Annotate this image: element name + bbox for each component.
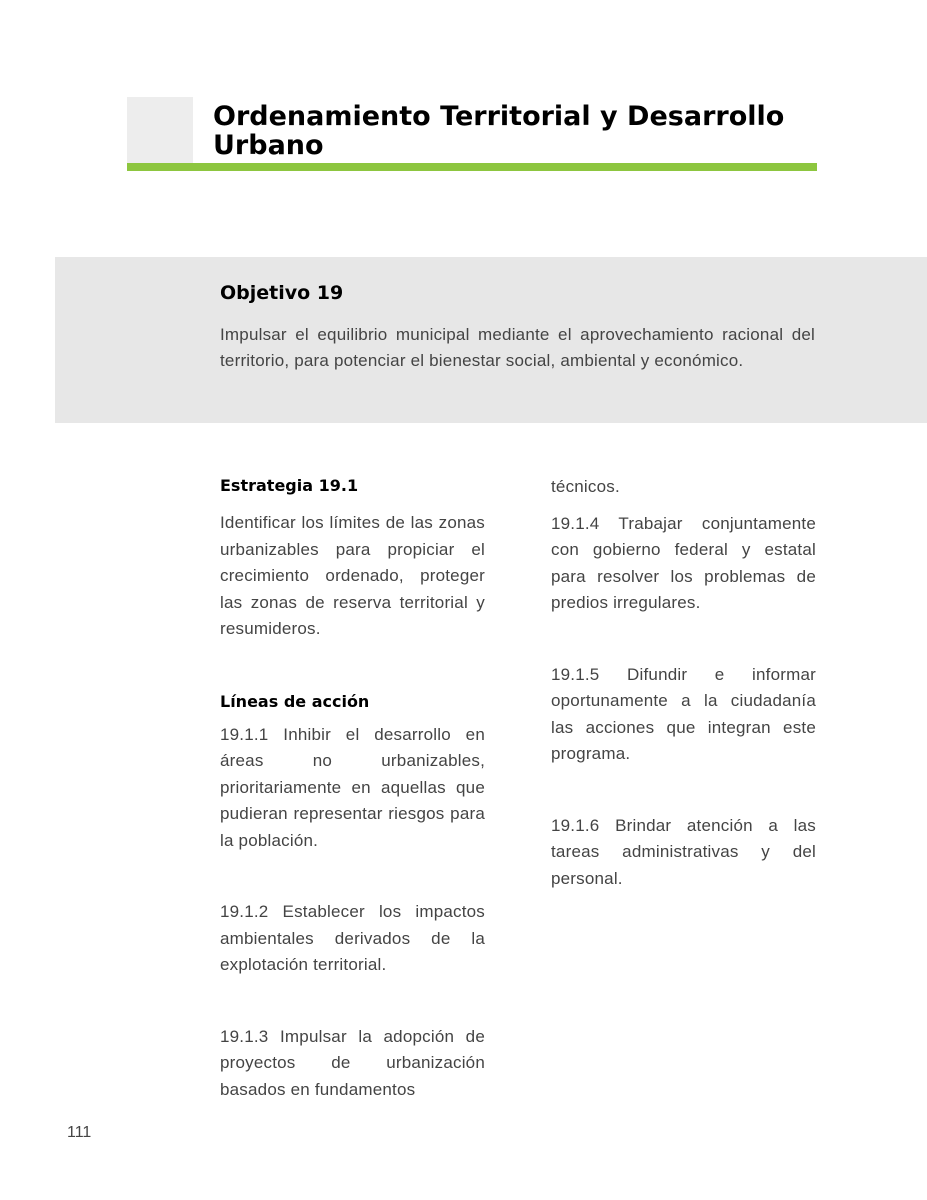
action-lines-title: Líneas de acción — [220, 691, 370, 711]
page-number: 111 — [67, 1124, 92, 1141]
right-column — [551, 474, 816, 892]
action-line-19-1-3: 19.1.3 Impulsar la adopción de proyectos de urbanización basados en fundamentos — [220, 1026, 485, 1099]
objective-text: Impulsar el equilibrio municipal mediante el aprovechamiento racional del territorio, para potenciar el bienestar social, ambiental y económico. — [220, 325, 815, 370]
action-line-19-1-2: 19.1.2 Establecer los impactos ambientales derivados de la explotación territorial. — [220, 902, 485, 974]
page-title: Ordenamiento Territorial y Desarrollo Urbano — [213, 101, 785, 161]
action-line-19-1-6: 19.1.6 Brindar atención a las tareas administrativas y del personal. — [551, 815, 816, 888]
objective-title: Objetivo 19 — [220, 282, 344, 304]
action-line-19-1-4: 19.1.4 Trabajar conjuntamente con gobierno federal y estatal para resolver los problemas de predios irregulares. — [551, 513, 816, 612]
strategy-text: Identificar los límites de las zonas urbanizables para propiciar el crecimiento ordenado, proteger las zonas de reserva territorial y resumideros. — [220, 513, 485, 638]
action-line-19-1-3-continued: técnicos. — [551, 477, 620, 496]
title-underline — [127, 163, 817, 171]
header-decoration-square — [127, 97, 193, 163]
strategy-title: Estrategia 19.1 — [220, 476, 359, 495]
left-column — [220, 474, 485, 1103]
action-line-19-1-5: 19.1.5 Difundir e informar oportunamente a la ciudadanía las acciones que integran este programa. — [551, 664, 816, 763]
action-line-19-1-1: 19.1.1 Inhibir el desarrollo en áreas no urbanizables, prioritariamente en aquellas que pudieran representar riesgos para la población. — [220, 724, 485, 850]
